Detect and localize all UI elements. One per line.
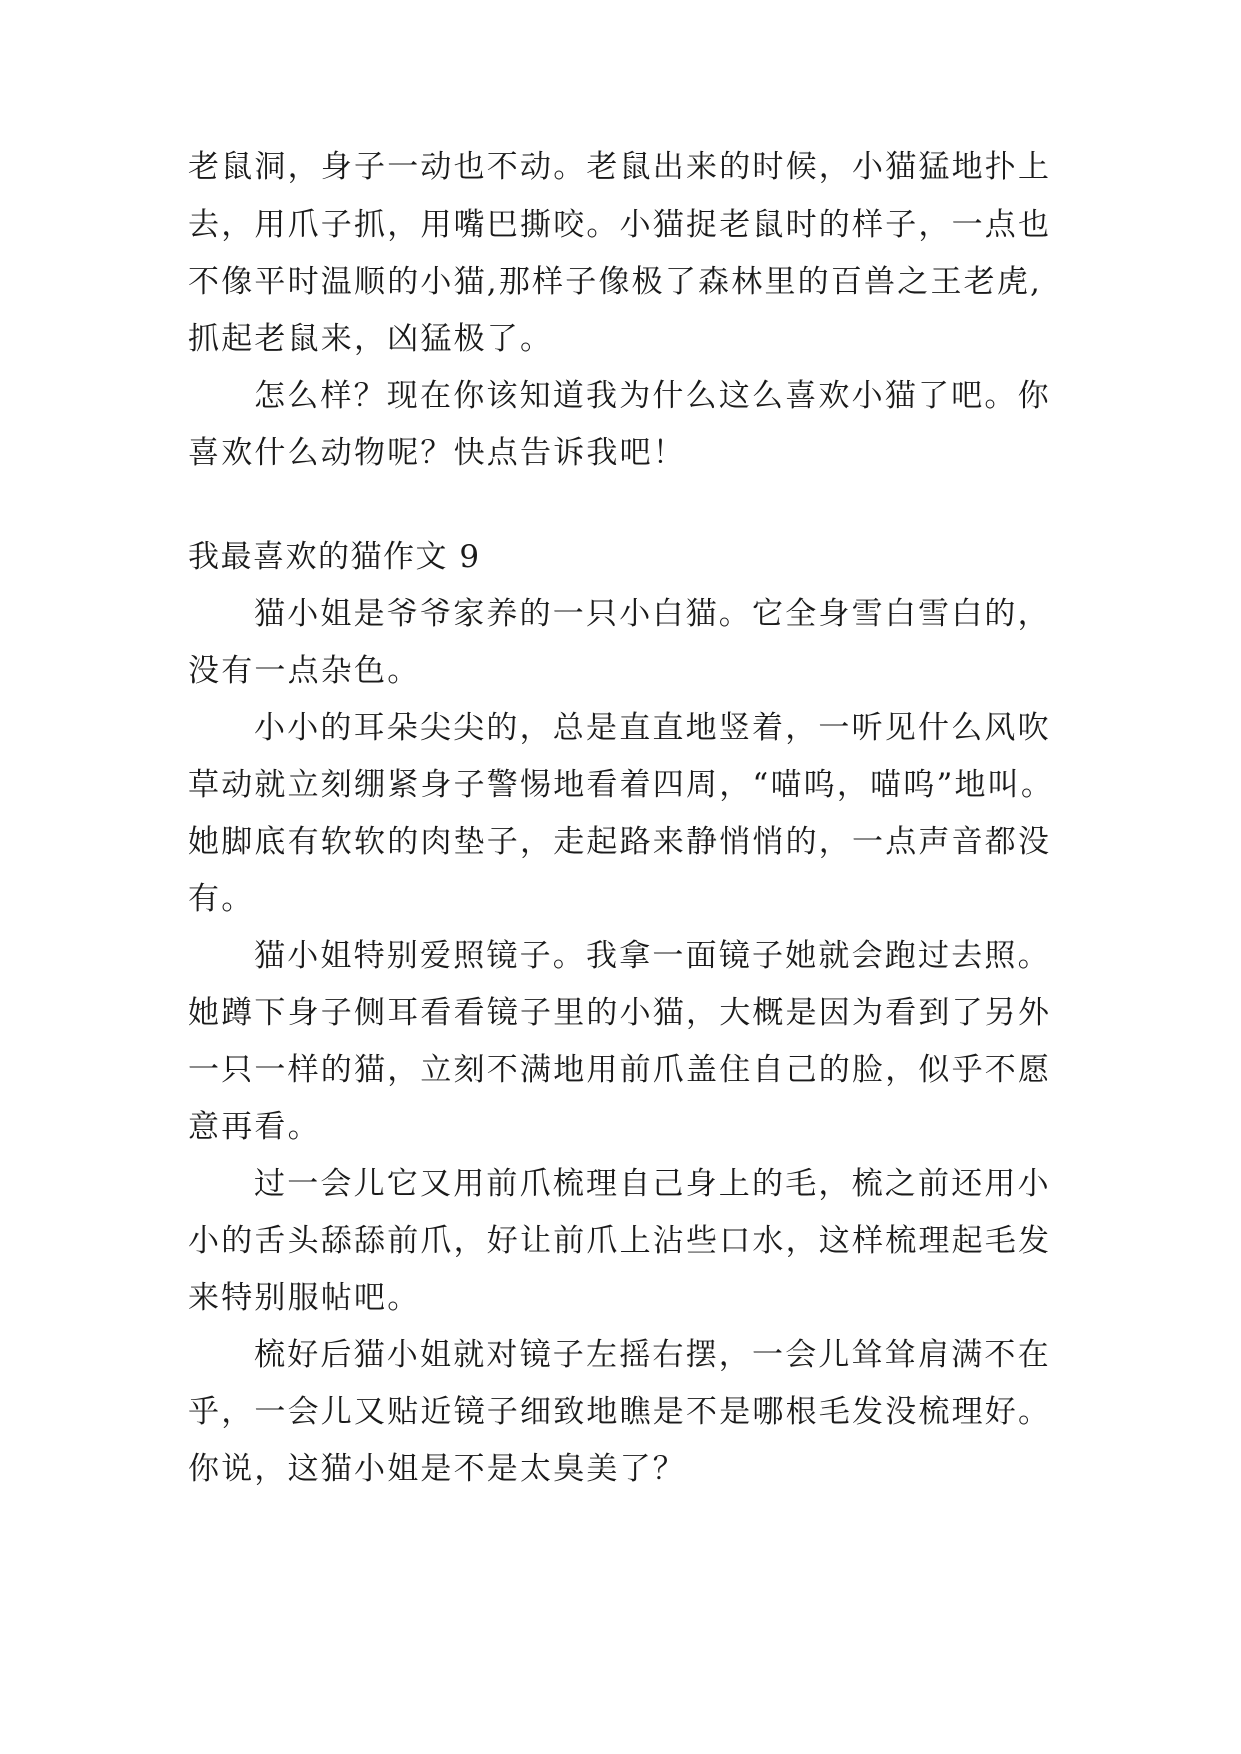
text-line: 草动就立刻绷紧身子警惕地看着四周，“喵呜，喵呜”地叫。 [188,767,1055,803]
text-line: 喜欢什么动物呢？快点告诉我吧！ [188,435,686,471]
text-line: 过一会儿它又用前爪梳理自己身上的毛，梳之前还用小 [254,1166,1051,1202]
text-line: 猫小姐是爷爷家养的一只小白猫。它全身雪白雪白的， [254,596,1051,632]
text-line: 乎，一会儿又贴近镜子细致地瞧是不是哪根毛发没梳理好。 [188,1394,1052,1430]
text-line: 小的舌头舔舔前爪，好让前爪上沾些口水，这样梳理起毛发 [188,1223,1052,1259]
text-line: 意再看。 [188,1109,321,1145]
text-line: 怎么样？现在你该知道我为什么这么喜欢小猫了吧。你 [254,378,1051,414]
text-line: 没有一点杂色。 [188,653,421,689]
text-line: 她蹲下身子侧耳看看镜子里的小猫，大概是因为看到了另外 [188,995,1052,1031]
text-line: 猫小姐特别爱照镜子。我拿一面镜子她就会跑过去照。 [254,938,1051,974]
text-line: 老鼠洞，身子一动也不动。老鼠出来的时候，小猫猛地扑上 [188,149,1052,185]
text-line: 有。 [188,881,255,917]
essay-title: 我最喜欢的猫作文 9 [188,539,481,575]
text-line: 你说，这猫小姐是不是太臭美了？ [188,1451,686,1487]
text-line: 她脚底有软软的肉垫子，走起路来静悄悄的，一点声音都没 [188,824,1052,860]
text-line: 小小的耳朵尖尖的，总是直直地竖着，一听见什么风吹 [254,710,1051,746]
text-line: 梳好后猫小姐就对镜子左摇右摆，一会儿耸耸肩满不在 [254,1337,1051,1373]
text-line: 一只一样的猫，立刻不满地用前爪盖住自己的脸，似乎不愿 [188,1052,1052,1088]
text-line: 不像平时温顺的小猫,那样子像极了森林里的百兽之王老虎, [188,264,1043,300]
text-line: 去，用爪子抓，用嘴巴撕咬。小猫捉老鼠时的样子，一点也 [188,207,1052,243]
text-line: 来特别服帖吧。 [188,1280,421,1316]
text-line: 抓起老鼠来，凶猛极了。 [188,321,554,357]
